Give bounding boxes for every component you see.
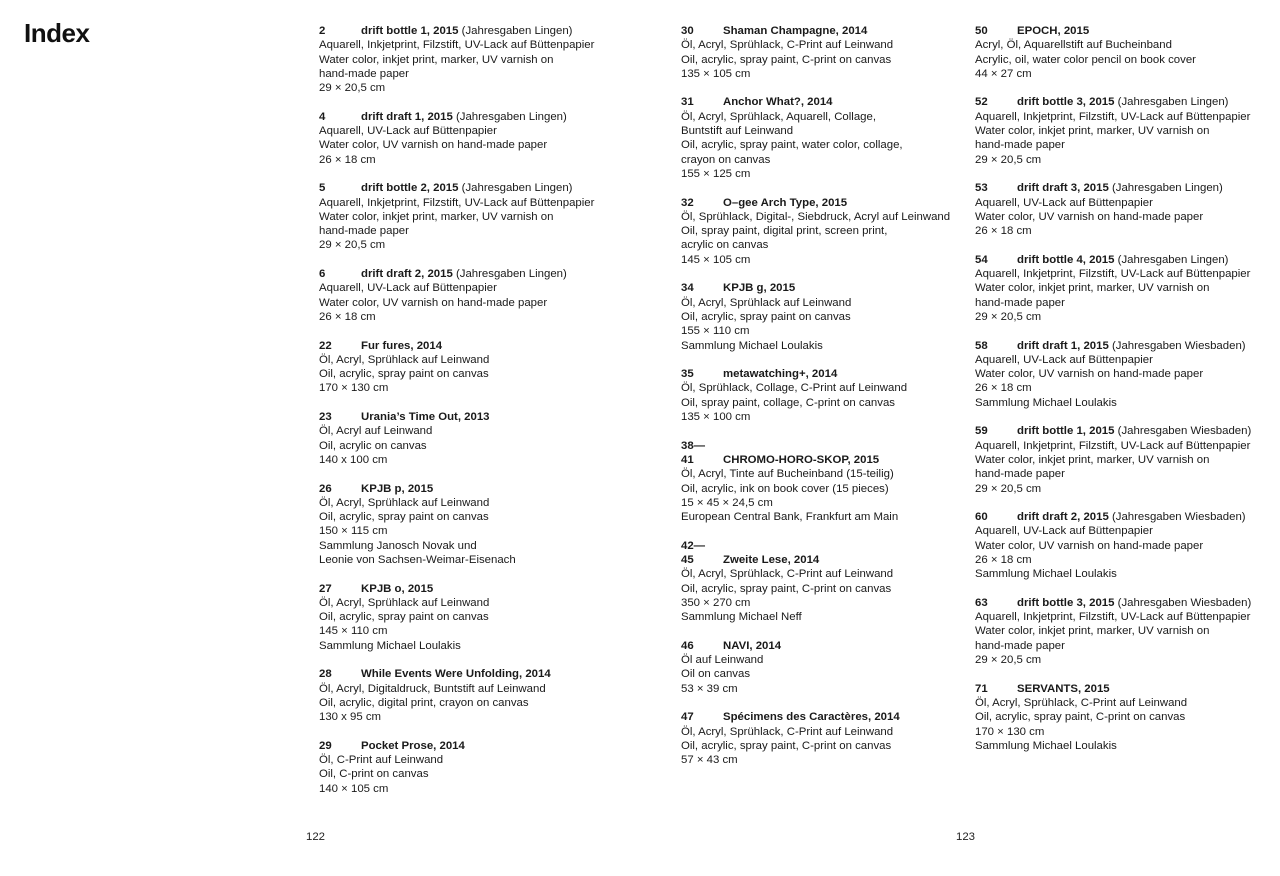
entry-detail-line: acrylic on canvas	[681, 239, 769, 252]
entry-detail-line: Aquarell, Inkjetprint, Filzstift, UV-Lack auf Büttenpapier	[319, 196, 595, 209]
entry-detail-line: 29 × 20,5 cm	[975, 310, 1042, 323]
entry-page-number: 6	[319, 268, 326, 281]
entry-heading	[681, 539, 966, 568]
entry-detail-line: Öl, Acryl, Sprühlack, C-Print auf Leinwand	[681, 39, 894, 52]
entry-page-number: 52	[975, 96, 988, 109]
entry-page-number: 45	[681, 553, 694, 566]
entry-detail-line: 145 × 105 cm	[681, 253, 751, 266]
entry-title: drift draft 3, 2015	[1017, 182, 1109, 195]
entry-page-number: 5	[319, 182, 326, 195]
index-column-1	[319, 24, 649, 810]
entry-page-number: 47	[681, 711, 694, 724]
entry-page-number: 60	[975, 511, 988, 524]
entry-detail-line: Aquarell, UV-Lack auf Büttenpapier	[319, 282, 497, 295]
index-entry	[319, 267, 649, 324]
index-entry	[681, 281, 966, 352]
page-number-left: 122	[306, 831, 326, 843]
entry-heading	[681, 367, 966, 381]
entry-detail-line: Aquarell, UV-Lack auf Büttenpapier	[975, 525, 1153, 538]
entry-heading	[319, 181, 649, 195]
entry-detail-line: 170 × 130 cm	[975, 725, 1045, 738]
entry-detail-line: Oil, acrylic, spray paint, water color, collage,	[681, 139, 903, 152]
entry-detail-line: 44 × 27 cm	[975, 67, 1032, 80]
entry-detail-line: Oil, acrylic, spray paint on canvas	[681, 310, 851, 323]
entry-detail-line: Acrylic, oil, water color pencil on book cover	[975, 53, 1196, 66]
entry-title: drift bottle 1, 2015	[361, 25, 459, 37]
entry-page-number: 46	[681, 639, 694, 652]
entry-heading	[681, 281, 966, 295]
entry-detail-line: Oil, acrylic, spray paint, C-print on canvas	[681, 582, 892, 595]
entry-detail-line: Oil, spray paint, digital print, screen print,	[681, 225, 888, 238]
index-entry	[975, 596, 1275, 667]
entry-title: metawatching+, 2014	[723, 368, 838, 381]
entry-heading	[975, 596, 1275, 610]
entry-detail-line: Water color, inkjet print, marker, UV varnish on	[975, 625, 1210, 638]
entry-detail-line: Water color, inkjet print, marker, UV varnish on	[975, 125, 1210, 138]
entry-detail-line: 170 × 130 cm	[319, 382, 389, 395]
index-entry	[681, 24, 966, 81]
entry-title: Spécimens des Caractères, 2014	[723, 711, 900, 724]
entry-heading	[975, 339, 1275, 353]
entry-detail-line: Aquarell, Inkjetprint, Filzstift, UV-Lack auf Büttenpapier	[975, 268, 1251, 281]
entry-page-number: 59	[975, 425, 988, 438]
entry-detail-line: 15 × 45 × 24,5 cm	[681, 496, 773, 509]
entry-heading	[319, 582, 649, 596]
entry-detail-line: Öl, Acryl, Sprühlack, Aquarell, Collage,	[681, 110, 876, 123]
entry-detail-line: Sammlung Michael Loulakis	[975, 739, 1117, 752]
entry-detail-line: 140 x 100 cm	[319, 453, 388, 466]
entry-title: O–gee Arch Type, 2015	[723, 196, 848, 209]
index-entry	[319, 667, 649, 724]
entry-page-number: 50	[975, 25, 988, 37]
entry-detail-line: Oil, acrylic, spray paint on canvas	[319, 368, 489, 381]
entry-page-number: 31	[681, 96, 694, 109]
entry-detail-line: Öl auf Leinwand	[681, 654, 764, 667]
entry-title: Fur fures, 2014	[361, 339, 443, 352]
entry-detail-line: 29 × 20,5 cm	[319, 239, 386, 252]
entry-detail-line: 155 × 110 cm	[681, 325, 750, 338]
index-entry	[319, 339, 649, 396]
entry-detail-line: Aquarell, Inkjetprint, Filzstift, UV-Lack auf Büttenpapier	[975, 110, 1251, 123]
index-entry	[681, 539, 966, 625]
entry-page-number: 58	[975, 339, 988, 352]
entry-heading	[319, 667, 649, 681]
entry-detail-line: Öl, Acryl, Sprühlack auf Leinwand	[319, 596, 490, 609]
entry-detail-line: 53 × 39 cm	[681, 682, 738, 695]
entry-detail-line: Aquarell, UV-Lack auf Büttenpapier	[975, 196, 1153, 209]
index-entry	[975, 24, 1275, 81]
entry-detail-line: Water color, UV varnish on hand-made paper	[975, 210, 1204, 223]
entry-detail-line: hand-made paper	[975, 296, 1065, 309]
entry-detail-line: Water color, inkjet print, marker, UV varnish on	[975, 453, 1210, 466]
entry-detail-line: Öl, Acryl, Sprühlack auf Leinwand	[319, 353, 490, 366]
entry-page-number: 23	[319, 411, 332, 424]
entry-heading	[319, 482, 649, 496]
index-entry	[319, 24, 649, 95]
entry-detail-line: 57 × 43 cm	[681, 754, 738, 767]
entry-title: Zweite Lese, 2014	[723, 553, 820, 566]
index-column-2	[681, 24, 966, 782]
index-entry	[975, 253, 1275, 324]
index-entry	[681, 639, 966, 696]
entry-page-number: 53	[975, 182, 988, 195]
entry-page-number: 22	[319, 339, 332, 352]
page-title: Index	[24, 18, 90, 48]
entry-edition-note: (Jahresgaben Wiesbaden)	[1117, 425, 1252, 438]
entry-detail-line: hand-made paper	[319, 67, 409, 80]
entry-page-number: 54	[975, 253, 988, 266]
entry-detail-line: Öl, Sprühlack, Digital-, Siebdruck, Acryl auf Leinwand	[681, 210, 951, 223]
entry-heading	[975, 682, 1275, 696]
entry-heading	[681, 639, 966, 653]
index-column-3	[975, 24, 1275, 767]
entry-detail-line: 135 × 100 cm	[681, 411, 751, 424]
entry-detail-line: hand-made paper	[975, 468, 1065, 481]
entry-detail-line: 26 × 18 cm	[319, 310, 376, 323]
entry-edition-note: (Jahresgaben Lingen)	[1117, 96, 1229, 109]
index-entry	[975, 339, 1275, 410]
entry-detail-line: 26 × 18 cm	[975, 382, 1032, 395]
entry-page-number: 34	[681, 282, 694, 295]
entry-heading	[319, 739, 649, 753]
entry-detail-line: Oil on canvas	[681, 668, 751, 681]
index-entry	[681, 439, 966, 525]
entry-heading	[975, 181, 1275, 195]
index-entry	[319, 482, 649, 568]
entry-heading	[681, 439, 966, 468]
entry-detail-line: Oil, C-print on canvas	[319, 768, 429, 781]
index-entry	[975, 510, 1275, 581]
entry-page-number: 2	[319, 25, 326, 37]
entry-detail-line: Water color, UV varnish on hand-made paper	[319, 296, 548, 309]
entry-detail-line: Buntstift auf Leinwand	[681, 125, 794, 138]
entry-title: While Events Were Unfolding, 2014	[361, 668, 551, 681]
entry-detail-line: 140 × 105 cm	[319, 782, 389, 795]
entry-page-number: 26	[319, 482, 332, 495]
entry-heading	[975, 253, 1275, 267]
index-entry	[975, 682, 1275, 753]
entry-title: drift bottle 4, 2015	[1017, 253, 1115, 266]
entry-detail-line: Öl, Acryl, Sprühlack, C-Print auf Leinwand	[681, 568, 894, 581]
entry-title: drift draft 2, 2015	[1017, 511, 1109, 524]
entry-detail-line: Sammlung Michael Loulakis	[319, 639, 461, 652]
entry-heading	[681, 710, 966, 724]
entry-detail-line: Öl, Acryl, Digitaldruck, Buntstift auf Leinwand	[319, 682, 546, 695]
entry-detail-line: Acryl, Öl, Aquarellstift auf Bucheinband	[975, 39, 1172, 52]
entry-heading	[319, 339, 649, 353]
entry-heading	[975, 510, 1275, 524]
entry-detail-line: Öl, Acryl, Sprühlack auf Leinwand	[681, 296, 852, 309]
entry-heading	[681, 95, 966, 109]
entry-edition-note: (Jahresgaben Wiesbaden)	[1111, 511, 1246, 524]
entry-detail-line: Leonie von Sachsen-Weimar-Eisenach	[319, 553, 516, 566]
entry-detail-line: Water color, UV varnish on hand-made paper	[975, 368, 1204, 381]
index-entry	[319, 410, 649, 467]
entry-detail-line: 26 × 18 cm	[975, 225, 1032, 238]
entry-detail-line: Aquarell, UV-Lack auf Büttenpapier	[975, 353, 1153, 366]
entry-edition-note: (Jahresgaben Lingen)	[455, 268, 567, 281]
entry-title: Urania’s Time Out, 2013	[361, 411, 490, 424]
entry-page-number: 32	[681, 196, 694, 209]
entry-title: KPJB p, 2015	[361, 482, 434, 495]
entry-detail-line: Water color, inkjet print, marker, UV varnish on	[319, 53, 554, 66]
entry-detail-line: 26 × 18 cm	[975, 553, 1032, 566]
entry-detail-line: Water color, UV varnish on hand-made paper	[975, 539, 1204, 552]
entry-heading	[319, 24, 649, 38]
entry-detail-line: 155 × 125 cm	[681, 167, 751, 180]
entry-title: EPOCH, 2015	[1017, 25, 1090, 37]
entry-detail-line: Öl, Acryl, Sprühlack auf Leinwand	[319, 496, 490, 509]
entry-edition-note: (Jahresgaben Lingen)	[1117, 253, 1229, 266]
entry-detail-line: Öl, C-Print auf Leinwand	[319, 754, 444, 767]
entry-detail-line: 135 × 105 cm	[681, 67, 751, 80]
entry-page-number: 41	[681, 453, 694, 466]
entry-title: drift draft 2, 2015	[361, 268, 453, 281]
entry-page-number: 28	[319, 668, 332, 681]
entry-detail-line: crayon on canvas	[681, 153, 771, 166]
entry-title: SERVANTS, 2015	[1017, 682, 1110, 695]
entry-detail-line: 29 × 20,5 cm	[975, 153, 1042, 166]
entry-detail-line: Oil, acrylic, spray paint, C-print on canvas	[681, 53, 892, 66]
entry-title: CHROMO-HORO-SKOP, 2015	[723, 453, 880, 466]
entry-title: drift draft 1, 2015	[361, 110, 453, 123]
entry-title: Shaman Champagne, 2014	[723, 25, 868, 37]
entry-title: drift draft 1, 2015	[1017, 339, 1109, 352]
entry-page-number: 29	[319, 739, 332, 752]
entry-detail-line: hand-made paper	[975, 139, 1065, 152]
entry-heading	[975, 24, 1275, 38]
entry-detail-line: 26 × 18 cm	[319, 153, 376, 166]
entry-title: Pocket Prose, 2014	[361, 739, 465, 752]
entry-detail-line: Aquarell, Inkjetprint, Filzstift, UV-Lack auf Büttenpapier	[975, 439, 1251, 452]
entry-detail-line: Water color, inkjet print, marker, UV varnish on	[975, 282, 1210, 295]
entry-page-number: 71	[975, 682, 988, 695]
entry-detail-line: Öl, Acryl, Sprühlack, C-Print auf Leinwand	[681, 725, 894, 738]
entry-edition-note: (Jahresgaben Lingen)	[461, 25, 573, 37]
index-entry	[975, 95, 1275, 166]
entry-detail-line: Water color, inkjet print, marker, UV varnish on	[319, 210, 554, 223]
entry-title: NAVI, 2014	[723, 639, 782, 652]
entry-detail-line: Öl, Sprühlack, Collage, C-Print auf Leinwand	[681, 382, 908, 395]
entry-heading	[319, 410, 649, 424]
entry-detail-line: Sammlung Michael Loulakis	[975, 568, 1117, 581]
entry-detail-line: Sammlung Michael Loulakis	[975, 396, 1117, 409]
entry-detail-line: Oil, acrylic, spray paint on canvas	[319, 611, 489, 624]
entry-detail-line: Water color, UV varnish on hand-made paper	[319, 139, 548, 152]
entry-detail-line: Öl, Acryl, Tinte auf Bucheinband (15-teilig)	[681, 468, 894, 481]
entry-detail-line: Oil, spray paint, collage, C-print on canvas	[681, 396, 895, 409]
entry-page-range-start: 42—	[681, 539, 706, 552]
index-entry	[319, 739, 649, 796]
index-entry	[975, 181, 1275, 238]
entry-title: KPJB o, 2015	[361, 582, 434, 595]
entry-edition-note: (Jahresgaben Wiesbaden)	[1111, 339, 1246, 352]
entry-detail-line: Oil, acrylic, ink on book cover (15 pieces)	[681, 482, 889, 495]
entry-detail-line: Sammlung Michael Loulakis	[681, 339, 823, 352]
entry-detail-line: Aquarell, Inkjetprint, Filzstift, UV-Lack auf Büttenpapier	[319, 39, 595, 52]
entry-page-number: 35	[681, 368, 694, 381]
entry-page-number: 63	[975, 596, 988, 609]
index-entry	[681, 95, 966, 181]
entry-heading	[975, 424, 1275, 438]
entry-title: drift bottle 2, 2015	[361, 182, 459, 195]
entry-title: drift bottle 1, 2015	[1017, 425, 1115, 438]
entry-detail-line: Öl, Acryl auf Leinwand	[319, 425, 433, 438]
index-entry	[975, 424, 1275, 495]
index-entry	[681, 196, 966, 267]
index-entry	[681, 367, 966, 424]
entry-page-range-start: 38—	[681, 439, 706, 452]
entry-detail-line: Öl, Acryl, Sprühlack, C-Print auf Leinwand	[975, 696, 1188, 709]
entry-heading	[975, 95, 1275, 109]
entry-title: drift bottle 3, 2015	[1017, 96, 1115, 109]
index-entry	[319, 110, 649, 167]
entry-detail-line: Aquarell, Inkjetprint, Filzstift, UV-Lack auf Büttenpapier	[975, 611, 1251, 624]
index-entry	[319, 582, 649, 653]
entry-heading	[681, 24, 966, 38]
entry-page-number: 27	[319, 582, 332, 595]
entry-title: KPJB g, 2015	[723, 282, 796, 295]
entry-detail-line: Oil, acrylic on canvas	[319, 439, 427, 452]
page-number-right: 123	[956, 831, 976, 843]
entry-detail-line: Oil, acrylic, spray paint, C-print on canvas	[681, 739, 892, 752]
entry-edition-note: (Jahresgaben Lingen)	[1111, 182, 1223, 195]
entry-detail-line: 29 × 20,5 cm	[975, 482, 1042, 495]
entry-detail-line: 350 × 270 cm	[681, 596, 751, 609]
entry-edition-note: (Jahresgaben Lingen)	[455, 110, 567, 123]
entry-edition-note: (Jahresgaben Lingen)	[461, 182, 573, 195]
entry-page-number: 4	[319, 110, 326, 123]
entry-heading	[319, 267, 649, 281]
entry-detail-line: 29 × 20,5 cm	[319, 82, 386, 95]
entry-detail-line: Sammlung Michael Neff	[681, 611, 802, 624]
entry-page-number: 30	[681, 25, 694, 37]
entry-detail-line: hand-made paper	[319, 225, 409, 238]
index-entry	[319, 181, 649, 252]
entry-title: Anchor What?, 2014	[723, 96, 833, 109]
entry-detail-line: hand-made paper	[975, 639, 1065, 652]
index-entry	[681, 710, 966, 767]
entry-edition-note: (Jahresgaben Wiesbaden)	[1117, 596, 1252, 609]
entry-detail-line: 145 × 110 cm	[319, 625, 388, 638]
entry-heading	[681, 196, 966, 210]
entry-detail-line: 130 x 95 cm	[319, 711, 382, 724]
entry-detail-line: Oil, acrylic, spray paint, C-print on canvas	[975, 711, 1186, 724]
entry-heading	[319, 110, 649, 124]
entry-detail-line: 29 × 20,5 cm	[975, 654, 1042, 667]
entry-detail-line: Oil, acrylic, digital print, crayon on canvas	[319, 696, 529, 709]
entry-detail-line: European Central Bank, Frankfurt am Main	[681, 511, 899, 524]
entry-detail-line: Aquarell, UV-Lack auf Büttenpapier	[319, 125, 497, 138]
entry-detail-line: Oil, acrylic, spray paint on canvas	[319, 511, 489, 524]
entry-title: drift bottle 3, 2015	[1017, 596, 1115, 609]
entry-detail-line: 150 × 115 cm	[319, 525, 388, 538]
entry-detail-line: Sammlung Janosch Novak und	[319, 539, 477, 552]
